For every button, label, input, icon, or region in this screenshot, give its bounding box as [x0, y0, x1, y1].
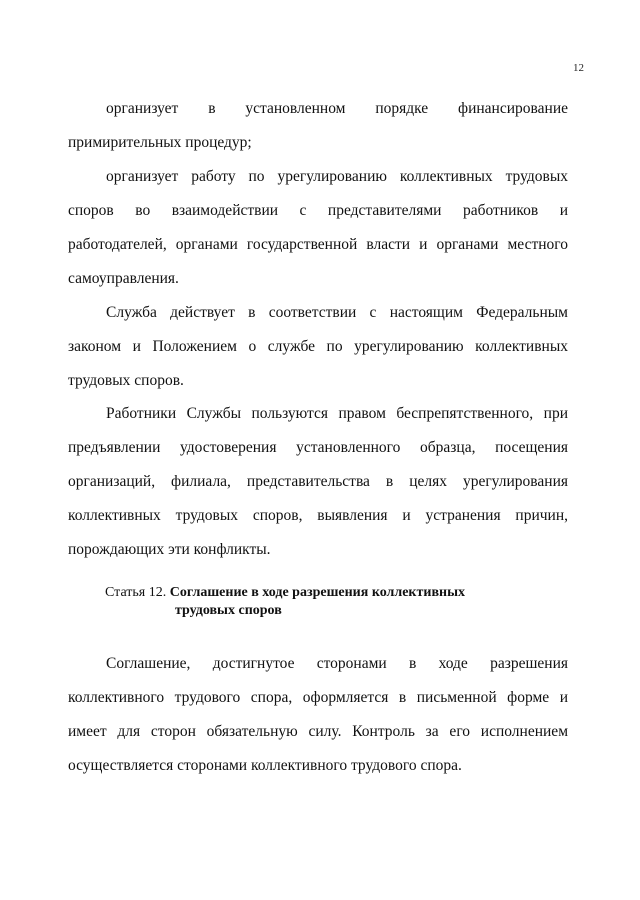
text-line: осуществляется сторонами коллективного трудового спора. — [68, 757, 462, 774]
text-line: порождающих эти конфликты. — [68, 541, 271, 558]
article-heading — [105, 584, 545, 620]
text-line: организаций, филиала, представительства в целях урегулирования — [68, 473, 568, 490]
text-line: Служба действует в соответствии с настоящим Федеральным — [106, 304, 568, 321]
article-title-line2: трудовых споров — [175, 603, 282, 618]
text-line: работодателей, органами государственной власти и органами местного — [68, 236, 568, 253]
paragraph-organizes-work — [68, 160, 568, 296]
text-line: Соглашение, достигнутое сторонами в ходе разрешения — [106, 655, 568, 672]
text-line: организует в установленном порядке финансирование — [106, 100, 568, 117]
article-title-line1: Соглашение в ходе разрешения коллективных — [169, 585, 466, 600]
text-line: споров во взаимодействии с представителями работников и — [68, 202, 568, 219]
text-line: законом и Положением о службе по урегулированию коллективных — [68, 338, 568, 355]
paragraph-financing — [68, 92, 568, 160]
paragraph-agreement — [68, 647, 568, 783]
article-number: Статья 12. — [105, 585, 170, 600]
text-line: коллективных трудовых споров, выявления и устранения причин, — [68, 507, 568, 524]
text-line: предъявлении удостоверения установленного образца, посещения — [68, 439, 568, 456]
text-line: самоуправления. — [68, 270, 179, 287]
text-line: коллективного трудового спора, оформляется в письменной форме и — [68, 689, 568, 706]
text-line: Работники Службы пользуются правом беспрепятственного, при — [106, 405, 568, 422]
text-line: примирительных процедур; — [68, 134, 252, 151]
text-line: имеет для сторон обязательную силу. Контроль за его исполнением — [68, 723, 568, 740]
text-line: организует работу по урегулированию коллективных трудовых — [106, 168, 568, 185]
paragraph-service-acts — [68, 296, 568, 398]
page-number: 12 — [573, 62, 584, 74]
paragraph-service-workers — [68, 397, 568, 567]
text-line: трудовых споров. — [68, 372, 184, 389]
